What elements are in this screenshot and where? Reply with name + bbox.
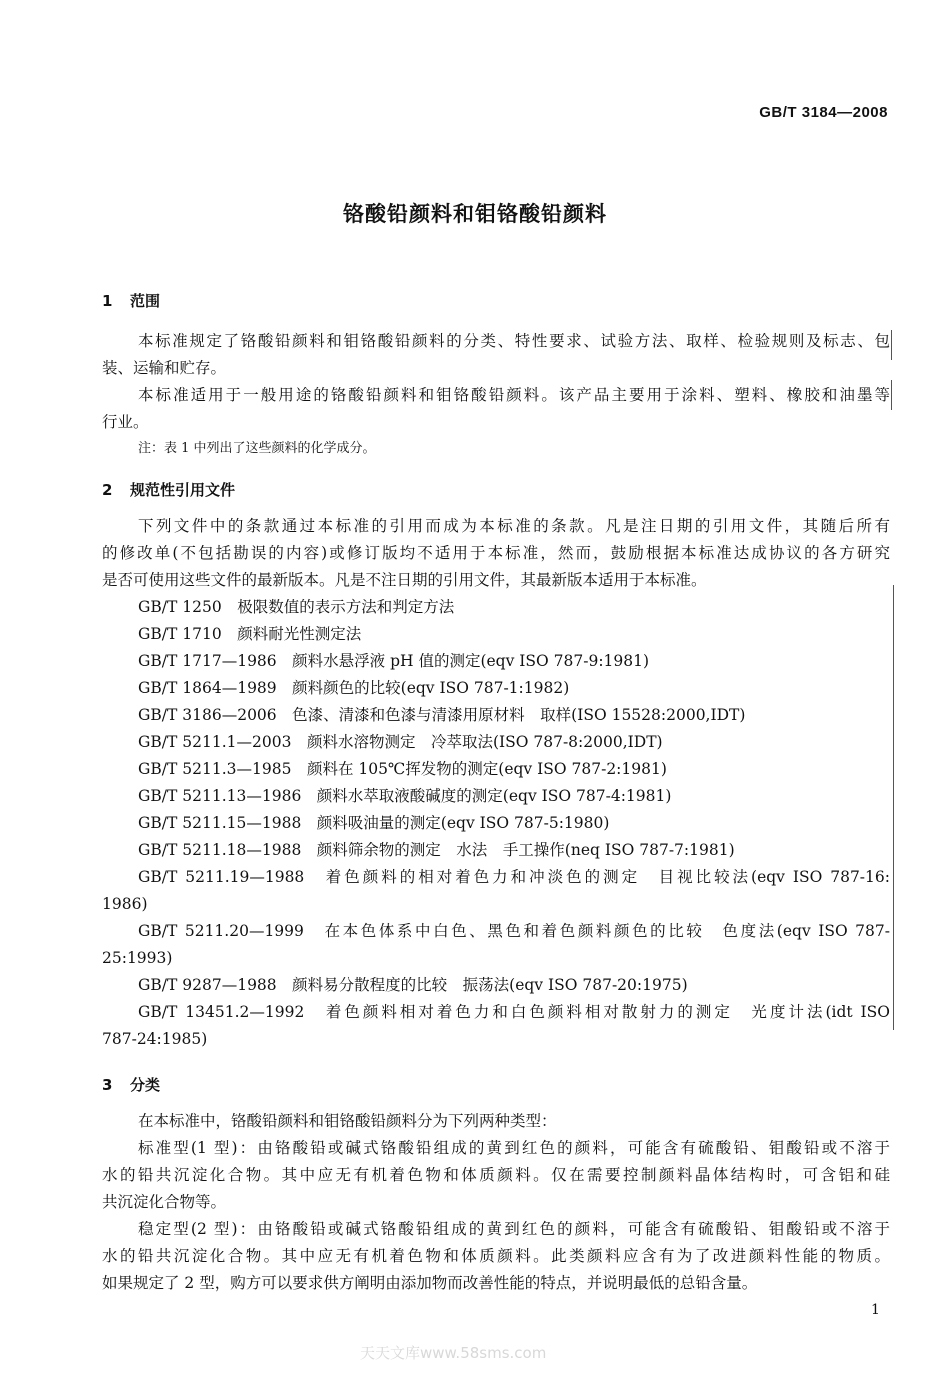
- section-title: 分类: [130, 1076, 161, 1094]
- text-line: 787-24:1985): [102, 1030, 208, 1048]
- text-line: GB/T 1250 极限数值的表示方法和判定方法: [138, 598, 455, 616]
- text-line: GB/T 1710 颜料耐光性测定法: [138, 625, 362, 643]
- text-line: GB/T 5211.20—1999 在本色体系中白色、黑色和着色颜料颜色的比较 色度法(eqv ISO 787-: [138, 922, 890, 940]
- margin-bar: [891, 330, 892, 360]
- text-line: 装、运输和贮存。: [102, 359, 227, 377]
- text-line: GB/T 1864—1989 颜料颜色的比较(eqv ISO 787-1:1982): [138, 679, 570, 697]
- page-number: 1: [871, 1302, 880, 1318]
- text-line: 标准型(1 型)：由铬酸铅或碱式铬酸铅组成的黄到红色的颜料，可能含有硫酸铅、钼酸铅或不溶于: [138, 1139, 890, 1157]
- text-line: 共沉淀化合物等。: [102, 1193, 227, 1211]
- text-line: 稳定型(2 型)：由铬酸铅或碱式铬酸铅组成的黄到红色的颜料，可能含有硫酸铅、钼酸铅或不溶于: [138, 1220, 890, 1238]
- text-line: 水的铅共沉淀化合物。其中应无有机着色物和体质颜料。仅在需要控制颜料晶体结构时，可含铝和硅: [102, 1166, 890, 1184]
- text-line: 在本标准中，铬酸铅颜料和钼铬酸铅颜料分为下列两种类型：: [138, 1112, 557, 1130]
- section-heading: [102, 479, 235, 500]
- text-line: 如果规定了 2 型，购方可以要求供方阐明由添加物而改善性能的特点，并说明最低的总铅含量。: [102, 1274, 758, 1292]
- document-title: 铬酸铅颜料和钼铬酸铅颜料: [343, 202, 607, 226]
- text-line: 25:1993): [102, 949, 173, 967]
- section-heading: [102, 1074, 160, 1095]
- section-heading: [102, 290, 160, 311]
- section-number: 2: [102, 481, 113, 499]
- section-number: 3: [102, 1076, 113, 1094]
- text-line: GB/T 5211.13—1986 颜料水萃取液酸碱度的测定(eqv ISO 787-4:1981): [138, 787, 672, 805]
- text-line: GB/T 5211.19—1988 着色颜料的相对着色力和冲淡色的测定 目视比较法(eqv ISO 787-16:: [138, 868, 890, 886]
- text-line: 下列文件中的条款通过本标准的引用而成为本标准的条款。凡是注日期的引用文件，其随后所有: [138, 517, 890, 535]
- text-line: GB/T 3186—2006 色漆、清漆和色漆与清漆用原材料 取样(ISO 15528:2000,IDT): [138, 706, 746, 724]
- text-line: GB/T 5211.1—2003 颜料水溶物测定 冷萃取法(ISO 787-8:2000,IDT): [138, 733, 663, 751]
- section-title: 范围: [130, 292, 161, 310]
- standard-number: GB/T 3184—2008: [759, 104, 888, 121]
- section-number: 1: [102, 292, 113, 310]
- text-line: GB/T 5211.18—1988 颜料筛余物的测定 水法 手工操作(neq ISO 787-7:1981): [138, 841, 735, 859]
- watermark: 天天文库www.58sms.com: [360, 1344, 547, 1362]
- text-line: 行业。: [102, 413, 149, 431]
- text-line: GB/T 5211.3—1985 颜料在 105℃挥发物的测定(eqv ISO 787-2:1981): [138, 760, 667, 778]
- text-line: GB/T 5211.15—1988 颜料吸油量的测定(eqv ISO 787-5:1980): [138, 814, 610, 832]
- text-line: GB/T 13451.2—1992 着色颜料相对着色力和白色颜料相对散射力的测定 光度计法(idt ISO: [138, 1003, 890, 1021]
- text-line: 水的铅共沉淀化合物。其中应无有机着色物和体质颜料。此类颜料应含有为了改进颜料性能的物质。: [102, 1247, 890, 1265]
- text-line: GB/T 9287—1988 颜料易分散程度的比较 振荡法(eqv ISO 787-20:1975): [138, 976, 688, 994]
- text-line: 是否可使用这些文件的最新版本。凡是不注日期的引用文件，其最新版本适用于本标准。: [102, 571, 707, 589]
- text-line: 本标准适用于一般用途的铬酸铅颜料和钼铬酸铅颜料。该产品主要用于涂料、塑料、橡胶和油墨等: [138, 386, 890, 404]
- text-line: 的修改单(不包括勘误的内容)或修订版均不适用于本标准，然而，鼓励根据本标准达成协议的各方研究: [102, 544, 890, 562]
- margin-bar: [893, 585, 894, 1030]
- text-line: 1986): [102, 895, 148, 913]
- text-line: 本标准规定了铬酸铅颜料和钼铬酸铅颜料的分类、特性要求、试验方法、取样、检验规则及标志、包: [138, 332, 890, 350]
- text-line: GB/T 1717—1986 颜料水悬浮液 pH 值的测定(eqv ISO 787-9:1981): [138, 652, 650, 670]
- note-text: 注：表 1 中列出了这些颜料的化学成分。: [138, 441, 376, 456]
- section-title: 规范性引用文件: [130, 481, 236, 499]
- margin-bar: [891, 380, 892, 410]
